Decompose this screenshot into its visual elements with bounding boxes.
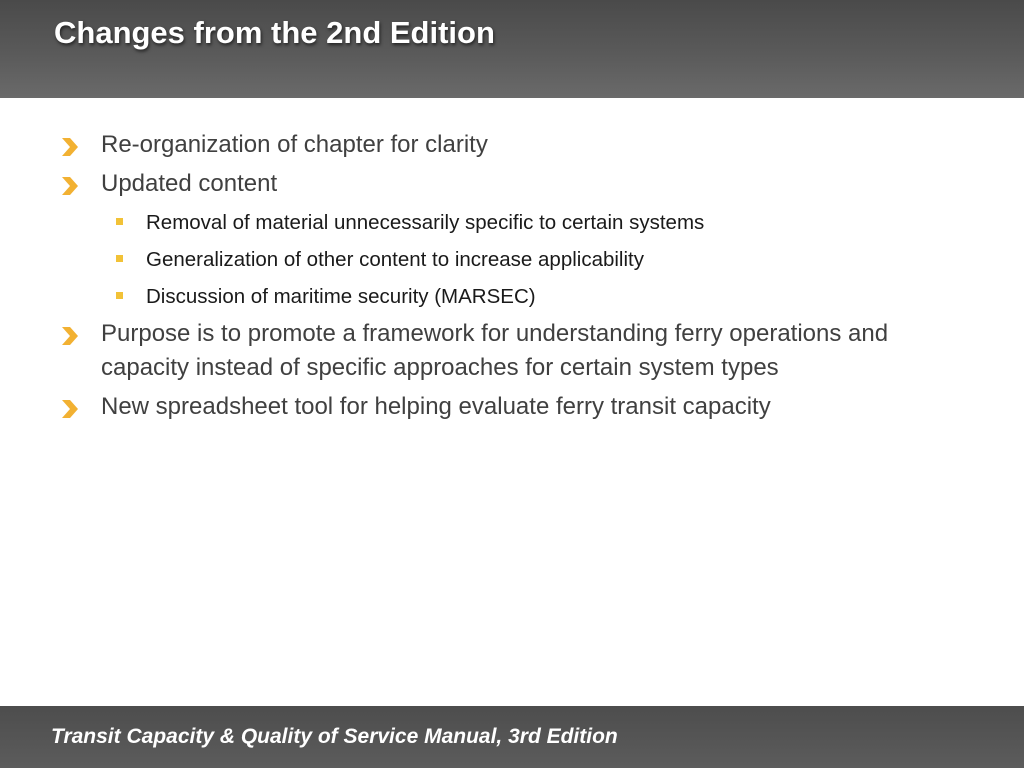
sub-list-item xyxy=(0,282,1024,312)
bullet-list xyxy=(0,128,1024,424)
sub-bullet-text: Removal of material unnecessarily specific to certain systems xyxy=(146,211,705,234)
chevron-right-icon xyxy=(61,176,79,196)
chevron-right-icon xyxy=(61,137,79,157)
sub-list-item xyxy=(0,208,1024,238)
bullet-text: New spreadsheet tool for helping evaluate ferry transit capacity xyxy=(101,393,771,420)
sub-bullet-text: Generalization of other content to increase applicability xyxy=(146,248,644,271)
chevron-right-icon xyxy=(61,399,79,419)
list-item xyxy=(0,128,1024,162)
sub-bullet-text: Discussion of maritime security (MARSEC) xyxy=(146,285,536,308)
footer-bar xyxy=(0,706,1024,768)
square-bullet-icon xyxy=(116,218,123,225)
square-bullet-icon xyxy=(116,255,123,262)
bullet-text: Purpose is to promote a framework for understanding ferry operations and capacity instead of specific approaches for certain system types xyxy=(101,320,889,381)
list-item xyxy=(0,317,931,385)
list-item xyxy=(0,390,1024,424)
chevron-right-icon xyxy=(61,326,79,346)
list-item xyxy=(0,167,1024,201)
sub-list-item xyxy=(0,245,1024,275)
bullet-text: Updated content xyxy=(101,170,278,197)
footer-text: Transit Capacity & Quality of Service Manual, 3rd Edition xyxy=(51,725,618,748)
header-bar xyxy=(0,0,1024,98)
bullet-text: Re-organization of chapter for clarity xyxy=(101,131,488,158)
slide-title: Changes from the 2nd Edition xyxy=(54,15,495,50)
square-bullet-icon xyxy=(116,292,123,299)
